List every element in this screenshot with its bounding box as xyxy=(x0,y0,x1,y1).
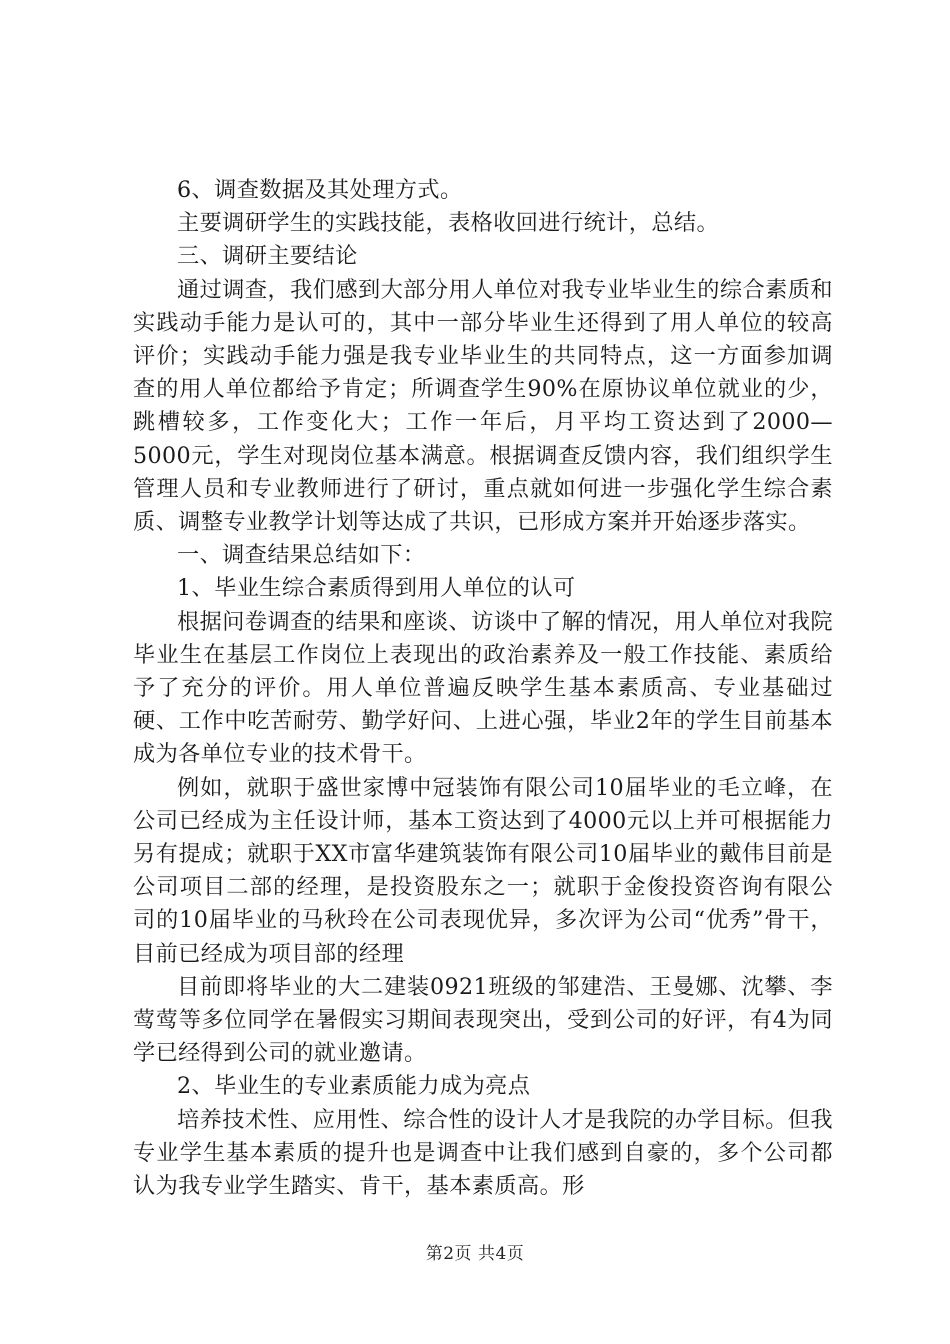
paragraph-training-goals: 培养技术性、应用性、综合性的设计人才是我院的办学目标。但我专业学生基本素质的提升也是调查中让我们感到自豪的，多个公司都认为我专业学生踏实、肯干，基本素质高。形 xyxy=(133,1106,833,1200)
heading-results-summary: 一、调查结果总结如下： xyxy=(177,542,426,569)
paragraph-research-content: 主要调研学生的实践技能，表格收回进行统计，总结。 xyxy=(177,210,720,237)
paragraph-survey-overview: 通过调查，我们感到大部分用人单位对我专业毕业生的综合素质和实践动手能力是认可的，其中一部分毕业生还得到了用人单位的较高评价；实践动手能力强是我专业毕业生的共同特点，这一方面参加调查的用人单位都给予肯定；所调查学生90%在原协议单位就业的少，跳槽较多，工作变化大；工作一年后，月平均工资达到了2000—5000元，学生对现岗位基本满意。根据调查反馈内容，我们组织学生管理人员和专业教师进行了研讨，重点就如何进一步强化学生综合素质、调整专业教学计划等达成了共识，已形成方案并开始逐步落实。 xyxy=(133,276,833,536)
heading-professional-quality: 2、毕业生的专业素质能力成为亮点 xyxy=(177,1073,531,1100)
paragraph-current-students: 目前即将毕业的大二建装0921班级的邹建浩、王曼娜、沈攀、李莺莺等多位同学在暑假实习期间表现突出，受到公司的好评，有4为同学已经得到公司的就业邀请。 xyxy=(133,973,833,1067)
paragraph-graduate-examples: 例如，就职于盛世家博中冠装饰有限公司10届毕业的毛立峰，在公司已经成为主任设计师，基本工资达到了4000元以上并可根据能力另有提成；就职于XX市富华建筑装饰有限公司10届毕业的戴伟目前是公司项目二部的经理，是投资股东之一；就职于金俊投资咨询有限公司的10届毕业的马秋玲在公司表现优异，多次评为公司“优秀”骨干，目前已经成为项目部的经理 xyxy=(133,774,833,967)
paragraph-employer-feedback: 根据问卷调查的结果和座谈、访谈中了解的情况，用人单位对我院毕业生在基层工作岗位上表现出的政治素养及一般工作技能、素质给予了充分的评价。用人单位普遍反映学生基本素质高、专业基础过硬、工作中吃苦耐劳、勤学好问、上进心强，毕业2年的学生目前基本成为各单位专业的技术骨干。 xyxy=(133,608,833,768)
paragraph-data-method: 6、调查数据及其处理方式。 xyxy=(177,177,463,203)
heading-overall-quality: 1、毕业生综合素质得到用人单位的认可 xyxy=(177,575,576,602)
heading-main-conclusions: 三、调研主要结论 xyxy=(177,243,358,270)
document-body xyxy=(133,174,833,1203)
page-number-footer: 第2页 共4页 xyxy=(425,1244,525,1264)
